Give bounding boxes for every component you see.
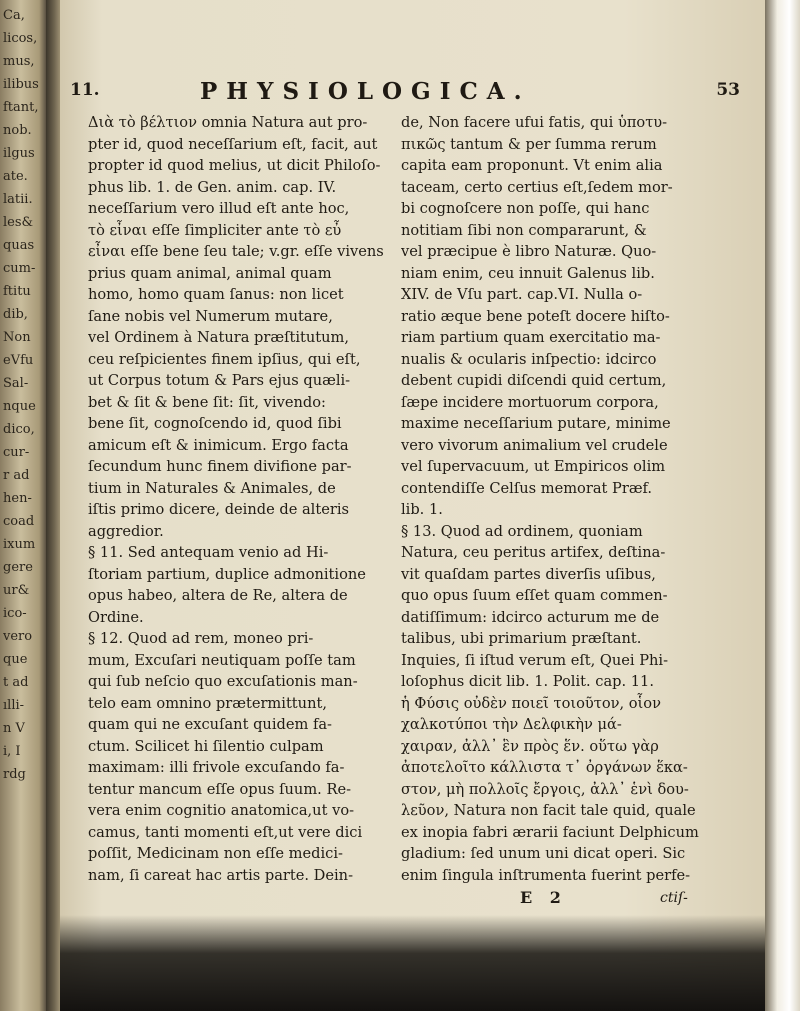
text-line: opus habeo, altera de Re, altera de: [88, 587, 348, 604]
text-line: prius quam animal, animal quam: [88, 264, 332, 282]
text-line: contendiſſe Celſus memorat Præf.: [401, 479, 653, 497]
page-edge: [765, 0, 800, 1011]
text-line: neceſſarium vero illud eſt ante hoc,: [88, 200, 350, 217]
text-line: vera enim cognitio anatomica,ut vo-: [88, 802, 355, 819]
running-head: PHYSIOLOGICA.: [200, 78, 531, 105]
text-line: στον, μὴ πολλοῖς ἔργοις, ἀλλ᾽ ἑνὶ δου-: [401, 780, 689, 798]
text-line: lib. 1.: [401, 501, 443, 518]
margin-fragment: ate.: [3, 169, 28, 184]
margin-fragment: que: [3, 652, 28, 667]
margin-fragment: r ad: [3, 468, 30, 483]
text-line: iſtis primo dicere, deinde de alteris: [88, 501, 349, 518]
text-line: vel præcipue è libro Naturæ. Quo-: [401, 243, 657, 260]
text-line: XIV. de Vſu part. cap.VI. Nulla o-: [401, 286, 643, 303]
text-line: ceu reſpicientes finem ipſius, qui eſt,: [88, 350, 361, 368]
text-line: debent cupidi diſcendi quid certum,: [401, 372, 667, 389]
text-line: niam enim, ceu innuit Galenus lib.: [401, 264, 655, 282]
margin-fragment: Sal-: [3, 376, 29, 391]
text-line: de, Non facere ufui fatis, qui ὑποτυ-: [401, 114, 668, 131]
text-line: gladium: ſed unum uni dicat operi. Sic: [401, 845, 686, 862]
margin-fragment: n V: [3, 721, 25, 736]
signature-mark: E 2: [520, 888, 567, 907]
margin-fragment: ixum: [3, 537, 36, 552]
text-line: quam qui ne excuſant quidem fa-: [88, 716, 332, 733]
text-line: vel Ordinem à Natura præſtitutum,: [88, 329, 350, 346]
bottom-shadow: [60, 915, 765, 1011]
text-line: ſæpe incidere mortuorum corpora,: [401, 393, 659, 411]
margin-fragment: nob.: [3, 123, 32, 138]
text-line: tium in Naturales & Animales, de: [88, 479, 336, 497]
text-line: homo, homo quam ſanus: non licet: [88, 286, 344, 303]
text-line: qui ſub neſcio quo excuſationis man-: [88, 673, 358, 690]
text-line: telo eam omnino prætermittunt,: [88, 694, 327, 712]
text-line: Inquies, ſi iſtud verum eſt, Quei Phi-: [401, 651, 669, 669]
text-line: riam partium quam exercitatio ma-: [401, 329, 661, 346]
margin-fragment: ılli-: [3, 698, 25, 713]
text-line: § 12. Quod ad rem, moneo pri-: [88, 630, 314, 647]
text-line: τὸ εἶναι eſſe ſimpliciter ante τὸ εὖ: [88, 221, 342, 239]
adjacent-page-strip: [0, 0, 46, 1011]
text-line: capita eam proponunt. Vt enim alia: [401, 157, 663, 174]
margin-fragment: ftant,: [3, 100, 39, 115]
page-number-left: 11.: [70, 80, 100, 100]
right-text-column: [401, 112, 717, 886]
text-line: nualis & ocularis inſpectio: idcirco: [401, 350, 657, 368]
text-line: § 11. Sed antequam venio ad Hi-: [88, 544, 329, 561]
margin-fragment: hen-: [3, 491, 32, 506]
text-line: bi cognoſcere non poſſe, qui hanc: [401, 200, 650, 217]
text-line: λεῦον, Natura non facit tale quid, quale: [401, 802, 696, 819]
text-line: quo opus ſuum eſſet quam commen-: [401, 587, 668, 604]
margin-fragment: i, I: [3, 744, 21, 759]
text-line: ex inopia fabri ærarii faciunt Delphicum: [401, 823, 699, 841]
text-line: taceam, certo certius eſt,ſedem mor-: [401, 178, 673, 196]
text-line: maxime neceſſarium putare, minime: [401, 415, 671, 432]
text-line: aggredior.: [88, 522, 164, 540]
text-line: nam, ſi careat hac artis parte. Dein-: [88, 866, 353, 884]
text-line: mum, Excuſari neutiquam poſſe tam: [88, 651, 356, 669]
margin-fragment: vero: [3, 629, 33, 644]
text-line: notitiam ſibi non compararunt, &: [401, 221, 647, 239]
margin-fragment: cur-: [3, 445, 30, 460]
text-line: ſecundum hunc finem divifione par-: [88, 458, 352, 475]
text-line: ctum. Scilicet hi ſilentio culpam: [88, 737, 324, 755]
text-line: Διὰ τὸ βέλτιον omnia Natura aut pro-: [88, 114, 368, 131]
text-line: ἡ Φύσις οὐδὲν ποιεῖ τοιοῦτον, οἷον: [401, 694, 661, 712]
book-gutter: [46, 0, 60, 1011]
text-line: phus lib. 1. de Gen. anim. cap. IV.: [88, 178, 337, 196]
margin-fragment: eVfu: [3, 353, 34, 368]
text-line: loſophus dicit lib. 1. Polit. cap. 11.: [401, 673, 654, 690]
page-header: [70, 80, 760, 106]
text-line: πικῶς tantum & per ſumma rerum: [401, 135, 657, 153]
margin-fragment: quas: [3, 238, 35, 253]
text-line: ratio æque bene poteſt docere hiſto-: [401, 307, 670, 325]
margin-fragment: ur&: [3, 583, 30, 598]
text-line: Natura, ceu peritus artifex, deſtina-: [401, 544, 666, 561]
text-line: maximam: illi frivole excuſando fa-: [88, 759, 345, 776]
text-line: Ordine.: [88, 608, 144, 626]
margin-fragment: Ca,: [3, 8, 25, 23]
text-line: vel ſupervacuum, ut Empiricos olim: [401, 458, 666, 475]
margin-fragment: ico-: [3, 606, 27, 621]
text-line: χαλκοτύποι τὴν Δελφικὴν μά-: [401, 716, 622, 733]
margin-fragment: nque: [3, 399, 36, 414]
text-line: vero vivorum animalium vel crudele: [401, 436, 668, 454]
margin-fragment: ilgus: [3, 146, 35, 161]
text-line: εἶναι eſſe bene ſeu tale; v.gr. eſſe vivens: [88, 243, 384, 260]
text-line: bet & ſit & bene ſit: ſit, vivendo:: [88, 393, 326, 411]
text-line: § 13. Quod ad ordinem, quoniam: [401, 522, 643, 540]
text-line: talibus, ubi primarium præſtant.: [401, 630, 642, 647]
margin-fragment: coad: [3, 514, 35, 529]
margin-fragment: latii.: [3, 192, 33, 207]
margin-fragment: ftitu: [3, 284, 31, 299]
text-line: pter id, quod neceſſarium eſt, facit, aut: [88, 135, 378, 153]
margin-fragment: licos,: [3, 31, 38, 46]
page-number-right: 53: [716, 80, 740, 100]
text-line: bene ſit, cognoſcendo id, quod ſibi: [88, 415, 342, 432]
margin-fragment: mus,: [3, 54, 35, 69]
text-line: ἀποτελοῖτο κάλλιστα τ᾽ ὀργάνων ἕκα-: [401, 759, 688, 776]
text-line: amicum eſt & inimicum. Ergo facta: [88, 436, 349, 454]
left-text-column: [88, 112, 388, 886]
margin-fragment: les&: [3, 215, 34, 230]
margin-fragment: Non: [3, 330, 31, 345]
margin-fragment: cum-: [3, 261, 36, 276]
margin-fragment: dico,: [3, 422, 35, 437]
catchword: ctiſ-: [660, 890, 688, 906]
text-line: tentur mancum eſſe opus ſuum. Re-: [88, 780, 352, 798]
margin-fragment: dib,: [3, 307, 28, 322]
page-footer: [520, 888, 760, 912]
text-line: propter id quod melius, ut dicit Philoſo-: [88, 157, 381, 174]
text-line: ſtoriam partium, duplice admonitione: [88, 565, 366, 583]
text-line: datiſſimum: idcirco acturum me de: [401, 608, 660, 626]
text-line: enim ſingula inſtrumenta fuerint perfe-: [401, 866, 691, 884]
text-line: χαιραν, ἀλλ᾽ ἓν πρὸς ἕν. οὕτω γὰρ: [401, 737, 659, 755]
text-line: ſane nobis vel Numerum mutare,: [88, 307, 333, 325]
text-line: camus, tanti momenti eſt,ut vere dici: [88, 823, 363, 841]
text-line: vit quaſdam partes diverſis uſibus,: [401, 565, 656, 583]
margin-fragment: rdg: [3, 767, 26, 782]
text-line: poſſit, Medicinam non eſſe medici-: [88, 845, 343, 862]
margin-fragment: t ad: [3, 675, 29, 690]
margin-fragment: ilibus: [3, 77, 39, 92]
text-line: ut Corpus totum & Pars ejus quæli-: [88, 372, 351, 389]
margin-fragment: gere: [3, 560, 33, 575]
